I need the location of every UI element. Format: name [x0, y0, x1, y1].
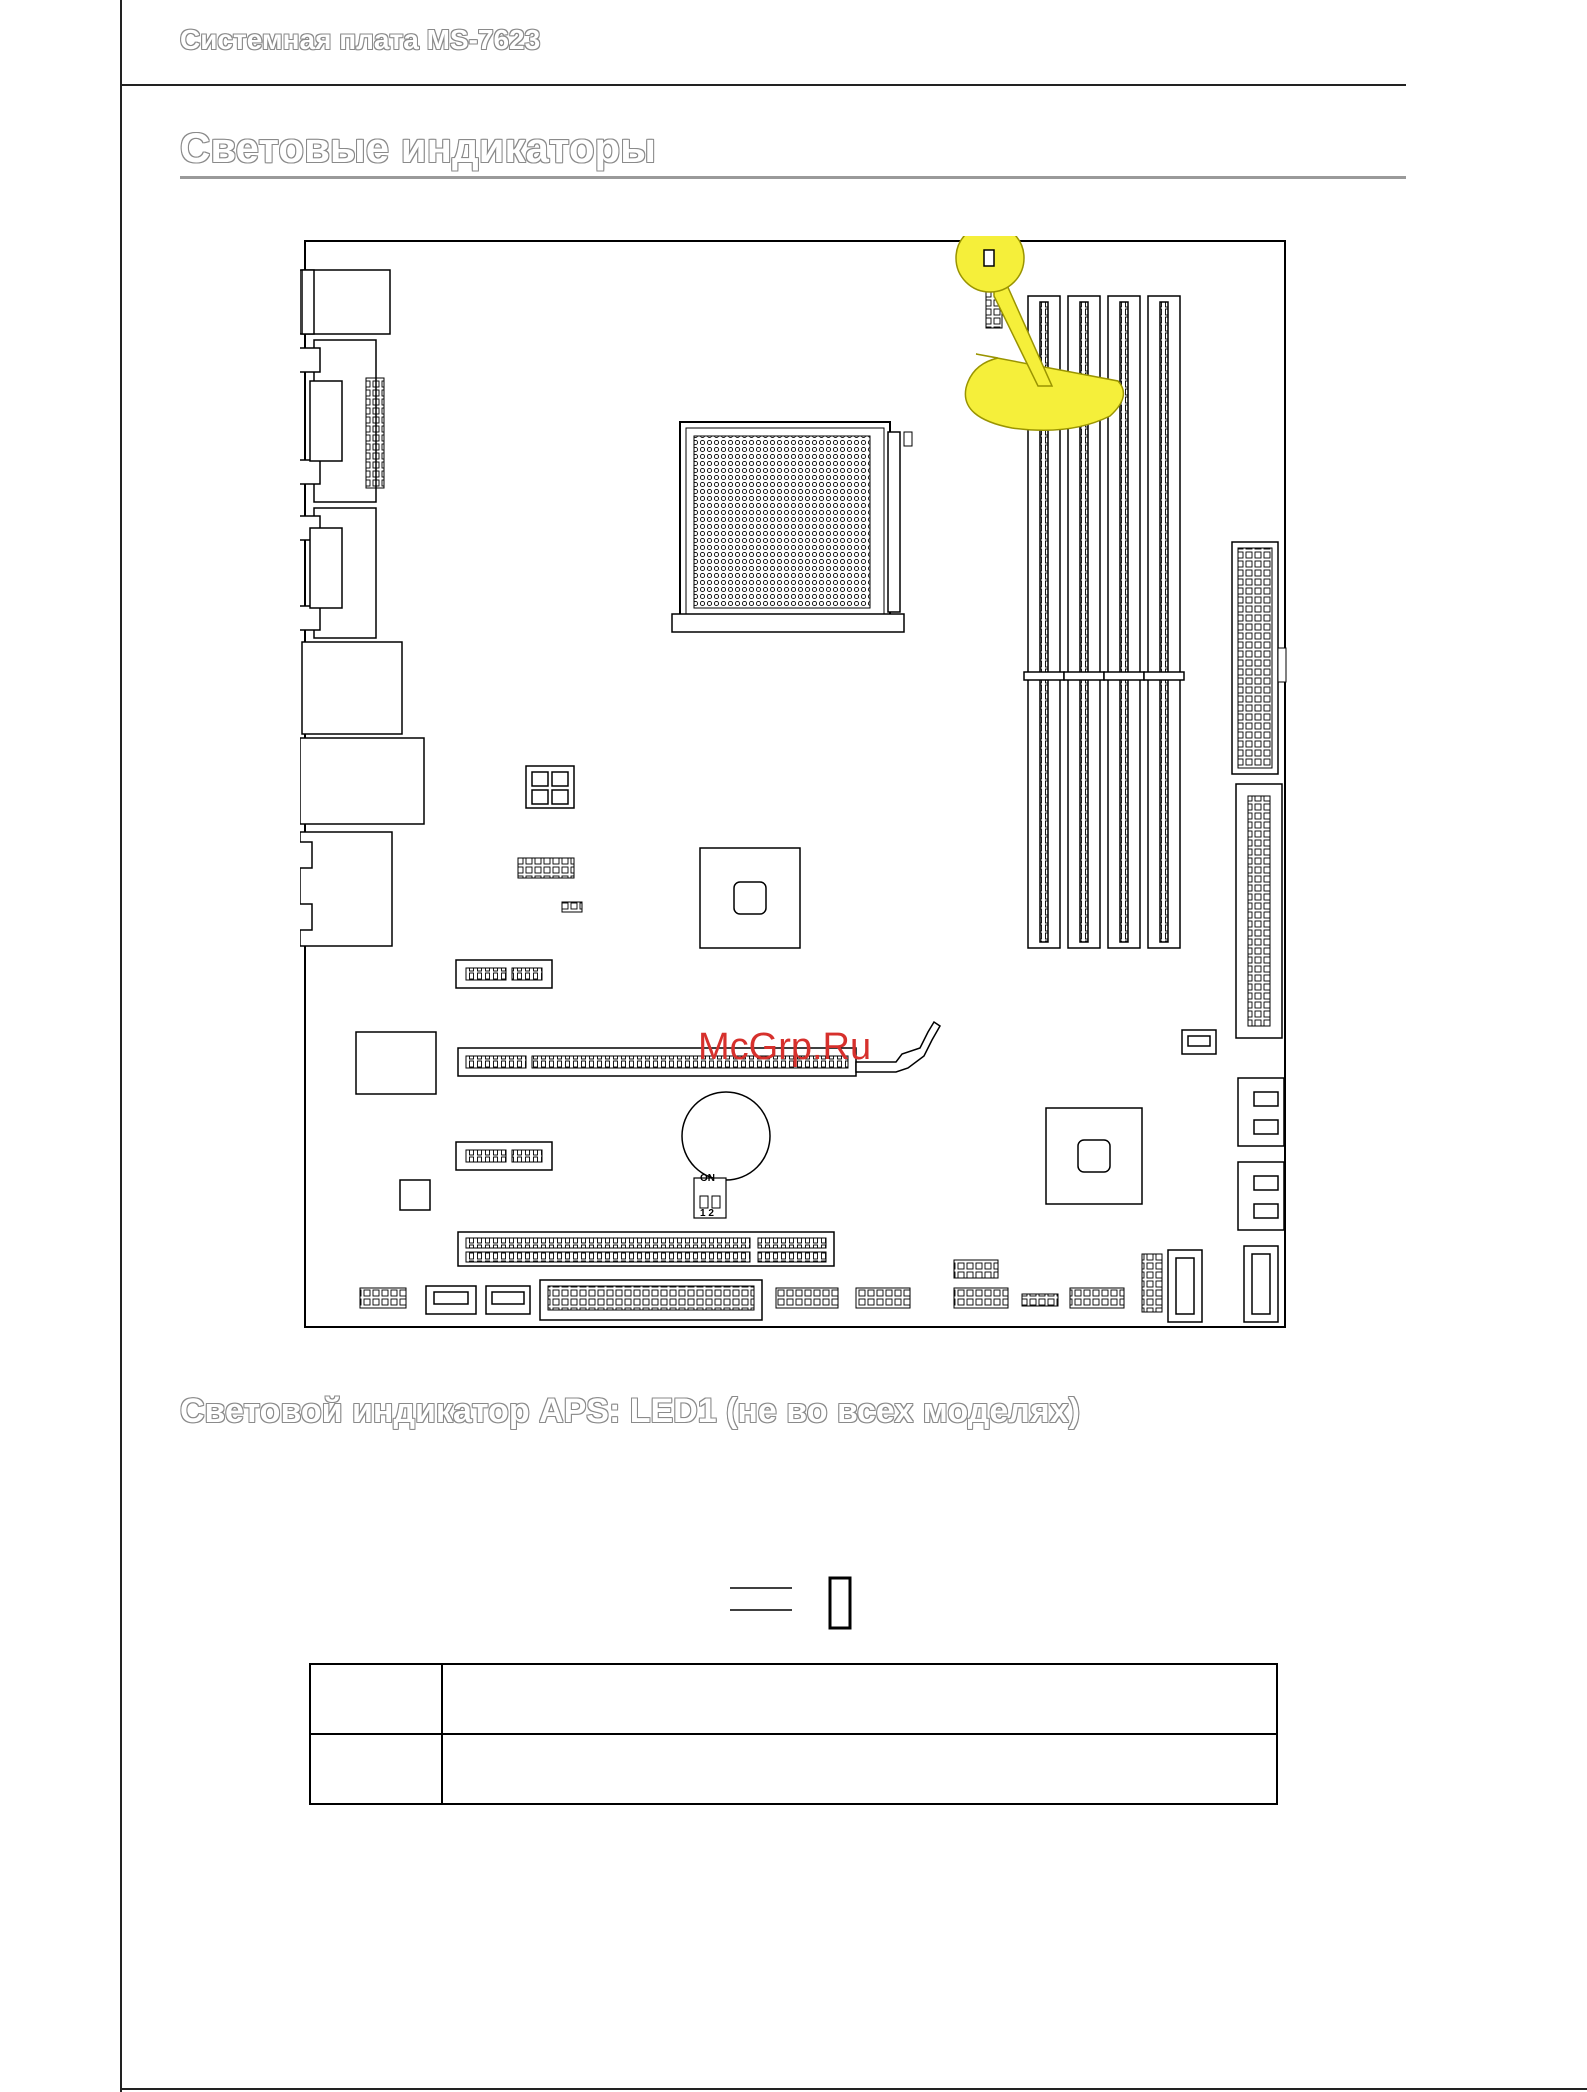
header-bottom-2: [776, 1288, 838, 1308]
dip-switch-numbers: 1 2: [700, 1208, 714, 1219]
page-header: Системная плата MS-7623: [180, 24, 541, 55]
chip-small: [400, 1180, 430, 1210]
motherboard-diagram: [300, 236, 1290, 1332]
atx-24pin-connector: [1232, 542, 1286, 774]
pci-slot: [458, 1232, 834, 1266]
sata-connector-4: [1238, 1162, 1284, 1230]
table-cell-description: [442, 1734, 1277, 1804]
sata-connector-1: [1168, 1250, 1202, 1322]
pcie-x1-slot-2: [456, 1142, 552, 1170]
section-title: Световые индикаторы: [180, 124, 657, 171]
left-margin-line: [120, 0, 122, 2092]
table-row: [310, 1734, 1277, 1804]
cmos-battery: [682, 1092, 770, 1180]
header-bottom-7: [1070, 1288, 1124, 1308]
dip-switch-on-label: ON: [700, 1173, 715, 1184]
southbridge-chip: [1046, 1108, 1142, 1204]
header-rule: [120, 84, 1406, 86]
table-cell-state: [310, 1664, 442, 1734]
header-small-2: [562, 902, 582, 912]
atx-12v-connector: [526, 766, 574, 808]
cpu-socket: [672, 422, 912, 632]
header-bottom-3: [856, 1288, 910, 1308]
led-symbol: [730, 1576, 860, 1636]
header-bottom-8: [1142, 1254, 1162, 1312]
header-bottom-5: [954, 1288, 1008, 1308]
header-bottom-6: [1022, 1294, 1058, 1306]
header-small-1: [518, 858, 574, 878]
pcie-x1-slot-1: [456, 960, 552, 988]
sata-connector-2: [1244, 1246, 1278, 1322]
watermark: McGrp.Ru: [698, 1026, 872, 1068]
section-title-rule: [180, 176, 1406, 179]
header-bottom-4: [954, 1260, 998, 1278]
sata-connector-3: [1238, 1078, 1284, 1146]
header-bottom-1: [360, 1288, 406, 1308]
fan-connector-2: [486, 1286, 530, 1314]
floppy-connector: [540, 1280, 762, 1320]
jcom-header: [366, 378, 384, 488]
io-chip: [356, 1032, 436, 1094]
table-row: [310, 1664, 1277, 1734]
northbridge-chip: [700, 848, 800, 948]
fan-connector-1: [426, 1286, 476, 1314]
subsection-title: Световой индикатор APS: LED1 (не во всех моделях): [180, 1392, 1080, 1430]
table-cell-description: [442, 1664, 1277, 1734]
table-cell-state: [310, 1734, 442, 1804]
footer-rule: [120, 2088, 1587, 2090]
ide-connector: [1236, 784, 1282, 1038]
led-status-table: [309, 1663, 1278, 1805]
fan-connector-3: [1182, 1030, 1216, 1054]
